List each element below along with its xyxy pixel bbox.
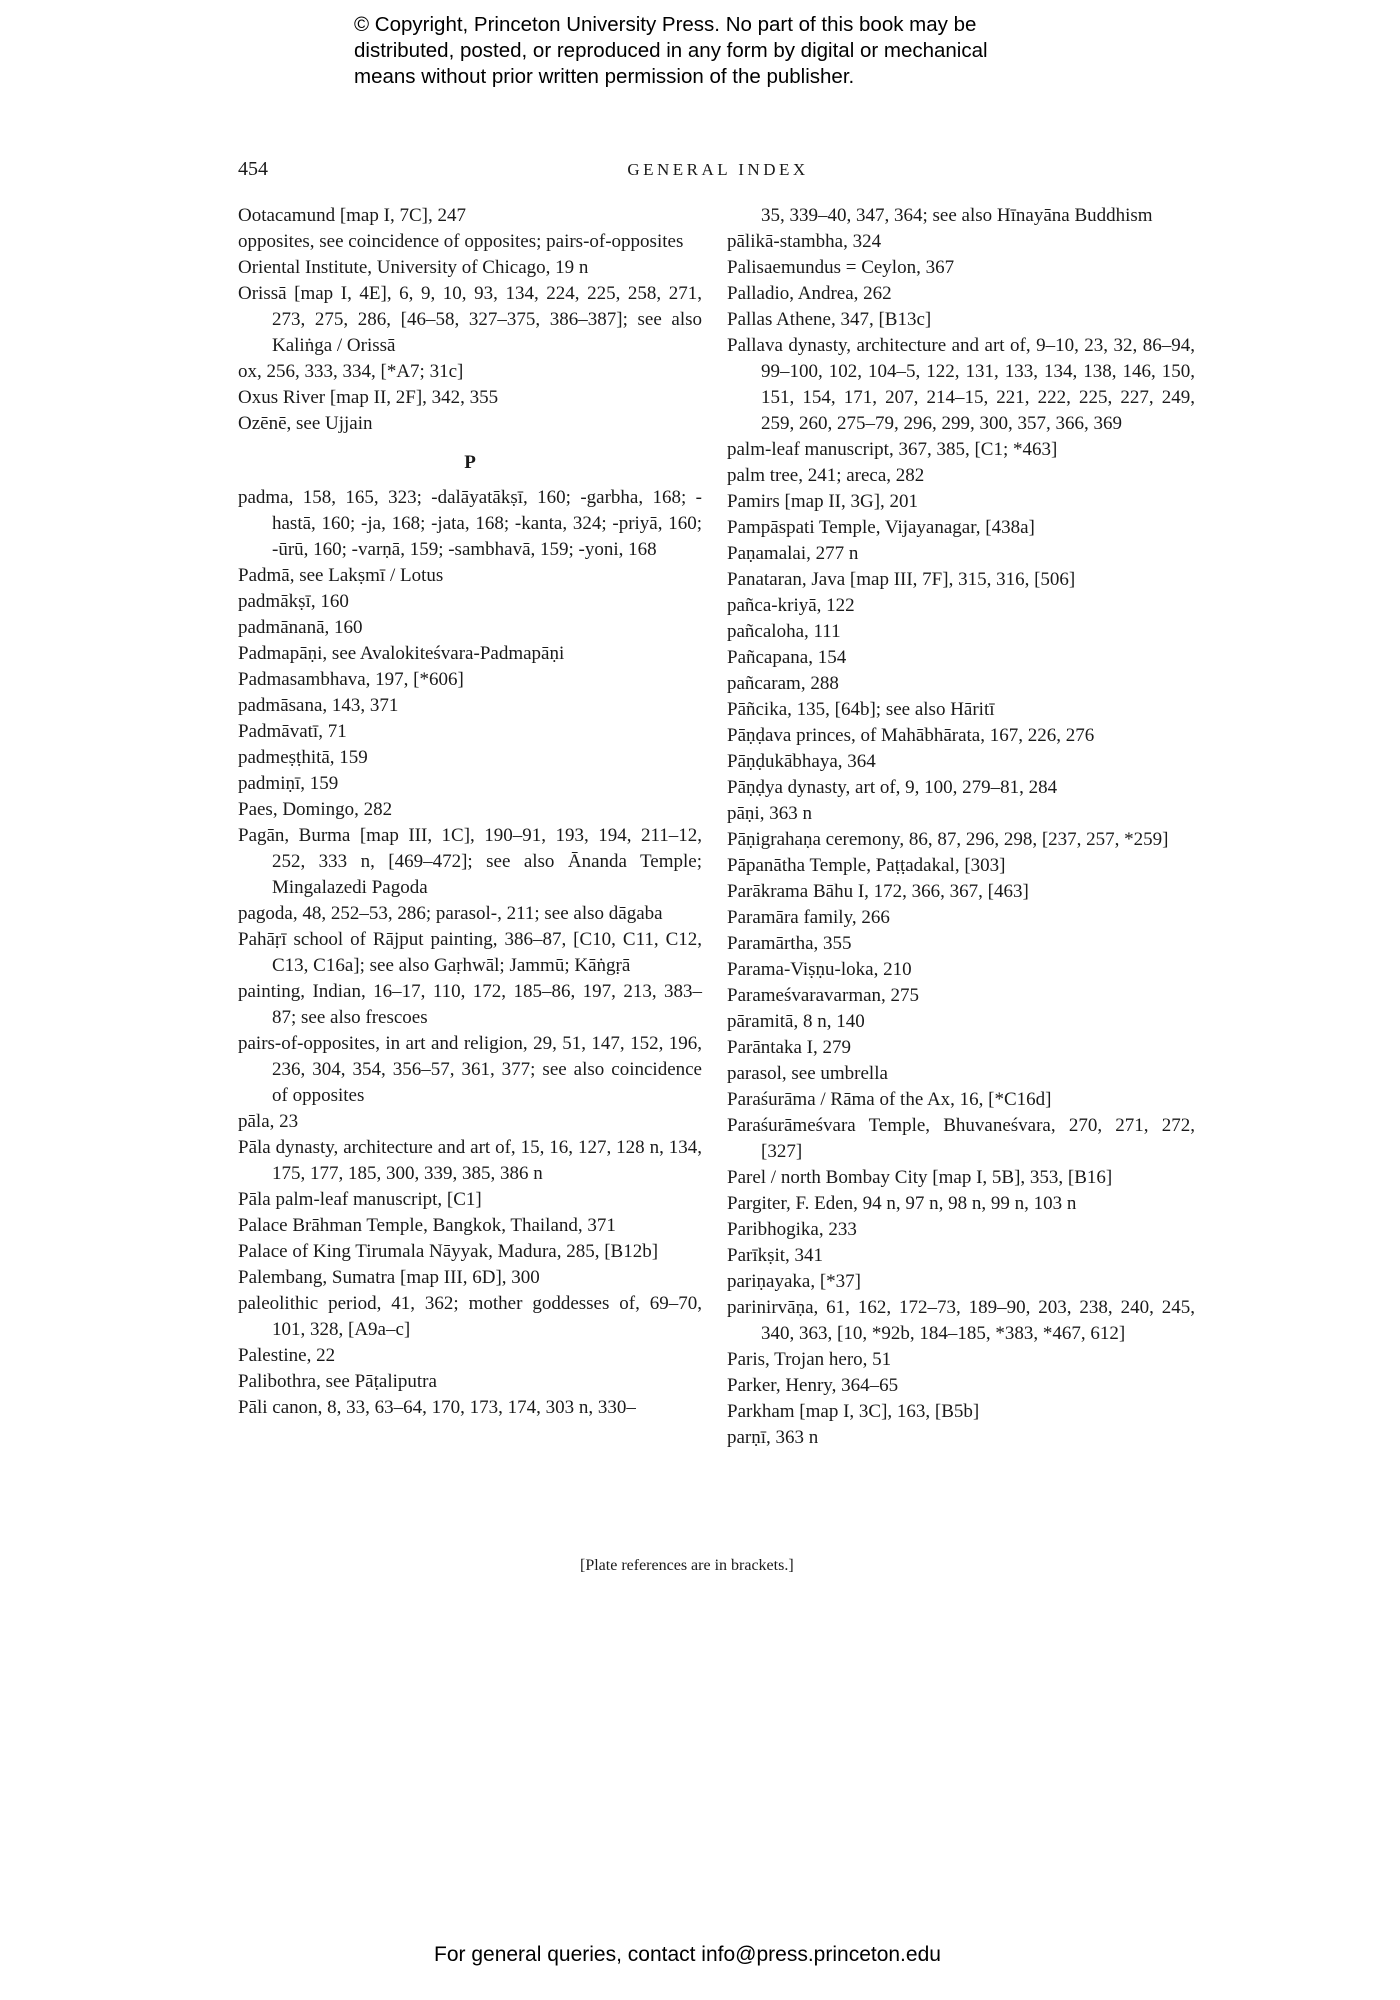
index-entry: padmiṇī, 159: [238, 773, 339, 794]
index-entry: pālikā-stambha, 324: [727, 231, 882, 252]
index-entry: pairs-of-opposites, in art and religion, 29, 51, 147, 152, 196, 236, 304, 354, 356–57, 361, 377; see also coincidence of opposites: [238, 1033, 702, 1106]
index-entry: Pallava dynasty, architecture and art of, 9–10, 23, 32, 86–94, 99–100, 102, 104–5, 122, 131, 133, 134, 138, 146, 150, 151, 154, 171, 207, 214–15, 221, 222, 225, 227, 249, 259, 260, 275–79, 296, 299, 300, 357, 366, 369: [727, 335, 1195, 434]
index-entry: Pāṇḍava princes, of Mahābhārata, 167, 226, 276: [727, 725, 1095, 746]
index-entry: opposites, see coincidence of opposites; pairs-of-opposites: [238, 231, 684, 252]
index-entry: Paramārtha, 355: [727, 933, 852, 954]
copyright-line: © Copyright, Princeton University Press. No part of this book may be: [354, 13, 977, 36]
index-entry: palm tree, 241; areca, 282: [727, 465, 925, 486]
index-entry: Oriental Institute, University of Chicago, 19 n: [238, 257, 589, 278]
index-entry: Pargiter, F. Eden, 94 n, 97 n, 98 n, 99 n, 103 n: [727, 1193, 1077, 1214]
index-entry-continuation: 35, 339–40, 347, 364; see also Hīnayāna Buddhism: [761, 205, 1153, 226]
index-entry: Padmā, see Lakṣmī / Lotus: [238, 565, 444, 586]
index-entries-p-continued: [727, 229, 1195, 1451]
index-entry: padmākṣī, 160: [238, 591, 349, 612]
index-entry: Parameśvaravarman, 275: [727, 985, 920, 1006]
index-entry: padmānanā, 160: [238, 617, 363, 638]
index-entry: Palisaemundus = Ceylon, 367: [727, 257, 955, 278]
running-title: GENERAL INDEX: [627, 160, 809, 179]
index-entry: Ozēnē, see Ujjain: [238, 413, 373, 434]
index-entry: Orissā [map I, 4E], 6, 9, 10, 93, 134, 224, 225, 258, 271, 273, 275, 286, [46–58, 327–375, 386–387]; see also Kaliṅga / Orissā: [238, 283, 702, 356]
index-entry: painting, Indian, 16–17, 110, 172, 185–86, 197, 213, 383–87; see also frescoes: [238, 981, 702, 1028]
index-entry: Palembang, Sumatra [map III, 6D], 300: [238, 1267, 540, 1288]
index-entry: Ootacamund [map I, 7C], 247: [238, 205, 466, 226]
index-entry: Pamirs [map II, 3G], 201: [727, 491, 919, 512]
index-entry: Oxus River [map II, 2F], 342, 355: [238, 387, 499, 408]
index-entry: Palace of King Tirumala Nāyyak, Madura, 285, [B12b]: [238, 1241, 659, 1262]
index-entry: Paraśurāma / Rāma of the Ax, 16, [*C16d]: [727, 1089, 1052, 1110]
index-entry: parinirvāṇa, 61, 162, 172–73, 189–90, 203, 238, 240, 245, 340, 363, [10, *92b, 184–185, *383, *467, 612]: [727, 1297, 1195, 1344]
index-entry: parasol, see umbrella: [727, 1063, 888, 1084]
index-entry: Parkham [map I, 3C], 163, [B5b]: [727, 1401, 980, 1422]
index-entry: Paramāra family, 266: [727, 907, 890, 928]
index-entry: Pāla dynasty, architecture and art of, 15, 16, 127, 128 n, 134, 175, 177, 185, 300, 339, 385, 386 n: [238, 1137, 702, 1184]
index-entry: pāramitā, 8 n, 140: [727, 1011, 865, 1032]
index-entry: Pañcapana, 154: [727, 647, 847, 668]
index-column-right: [727, 203, 1195, 1451]
index-entries-p: [238, 485, 702, 1421]
index-entry: Pampāspati Temple, Vijayanagar, [438a]: [727, 517, 1035, 538]
index-entry: Padmapāṇi, see Avalokiteśvara-Padmapāṇi: [238, 643, 565, 664]
index-entry: Parāntaka I, 279: [727, 1037, 851, 1058]
index-entry: pāṇi, 363 n: [727, 803, 812, 824]
index-entry: pañca-kriyā, 122: [727, 595, 855, 616]
index-entry: pagoda, 48, 252–53, 286; parasol-, 211; see also dāgaba: [238, 903, 663, 924]
index-entry: Parīkṣit, 341: [727, 1245, 824, 1266]
page-number: 454: [238, 158, 268, 180]
index-entry: Parama-Viṣṇu-loka, 210: [727, 959, 912, 980]
contact-footer: For general queries, contact info@press.princeton.edu: [434, 1943, 941, 1966]
index-entry: palm-leaf manuscript, 367, 385, [C1; *463]: [727, 439, 1058, 460]
index-entry: Paṇamalai, 277 n: [727, 543, 859, 564]
page-header: [238, 158, 1198, 188]
index-entry: Pāṇigrahaṇa ceremony, 86, 87, 296, 298, [237, 257, *259]: [727, 829, 1169, 850]
index-entry: Parel / north Bombay City [map I, 5B], 353, [B16]: [727, 1167, 1113, 1188]
index-entry: padmāsana, 143, 371: [238, 695, 399, 716]
index-entry: Palace Brāhman Temple, Bangkok, Thailand, 371: [238, 1215, 616, 1236]
index-entry: Pāpanātha Temple, Paṭṭadakal, [303]: [727, 855, 1006, 876]
index-column-left: [238, 203, 702, 1421]
index-entry: padmeṣṭhitā, 159: [238, 747, 368, 768]
index-entry: Pāṇḍukābhaya, 364: [727, 751, 876, 772]
plate-note: [Plate references are in brackets.]: [580, 1557, 794, 1574]
index-entry: pañcaram, 288: [727, 673, 839, 694]
index-entry: Parākrama Bāhu I, 172, 366, 367, [463]: [727, 881, 1029, 902]
index-entry: ox, 256, 333, 334, [*A7; 31c]: [238, 361, 464, 382]
index-entry: Palibothra, see Pāṭaliputra: [238, 1371, 437, 1392]
index-entry: Parker, Henry, 364–65: [727, 1375, 899, 1396]
index-entry: Pallas Athene, 347, [B13c]: [727, 309, 932, 330]
copyright-line: distributed, posted, or reproduced in any form by digital or mechanical: [354, 39, 988, 62]
index-entry: Paes, Domingo, 282: [238, 799, 393, 820]
index-entry: pariṇayaka, [*37]: [727, 1271, 861, 1292]
index-entry: Pāṇḍya dynasty, art of, 9, 100, 279–81, 284: [727, 777, 1058, 798]
index-entry: Padmāvatī, 71: [238, 721, 347, 742]
copyright-line: means without prior written permission of the publisher.: [354, 65, 855, 88]
index-entry: Panataran, Java [map III, 7F], 315, 316, [506]: [727, 569, 1076, 590]
index-entry: Pāñcika, 135, [64b]; see also Hāritī: [727, 699, 995, 720]
index-entry: pañcaloha, 111: [727, 621, 841, 642]
index-entry: pāla, 23: [238, 1111, 299, 1132]
index-entry: padma, 158, 165, 323; -dalāyatākṣī, 160; -garbha, 168; -hastā, 160; -ja, 168; -jata, 168; -kanta, 324; -priyā, 160; -ūrū, 160; -varṇā, 159; -sambhavā, 159; -yoni, 168: [238, 487, 702, 560]
index-entry: Padmasambhava, 197, [*606]: [238, 669, 464, 690]
section-letter: P: [464, 452, 476, 473]
index-entry: Pāla palm-leaf manuscript, [C1]: [238, 1189, 482, 1210]
index-entry: Palladio, Andrea, 262: [727, 283, 892, 304]
index-entry: Pahāṛī school of Rājput painting, 386–87, [C10, C11, C12, C13, C16a]; see also Gaṛhwāl; Jammū; Kāṅgṛā: [238, 929, 702, 976]
index-entry: Pagān, Burma [map III, 1C], 190–91, 193, 194, 211–12, 252, 333 n, [469–472]; see also Ānanda Temple; Mingalazedi Pagoda: [238, 825, 702, 898]
index-entries-o: [238, 203, 702, 437]
index-entry: Paribhogika, 233: [727, 1219, 857, 1240]
index-entry: Pāli canon, 8, 33, 63–64, 170, 173, 174, 303 n, 330–: [238, 1397, 636, 1418]
index-entry: Paris, Trojan hero, 51: [727, 1349, 892, 1370]
index-entry: Palestine, 22: [238, 1345, 336, 1366]
index-entry: paleolithic period, 41, 362; mother goddesses of, 69–70, 101, 328, [A9a–c]: [238, 1293, 702, 1340]
index-entry: Paraśurāmeśvara Temple, Bhuvaneśvara, 270, 271, 272, [327]: [727, 1115, 1195, 1162]
copyright-notice: [354, 12, 1114, 90]
index-entry: parṇī, 363 n: [727, 1427, 819, 1448]
